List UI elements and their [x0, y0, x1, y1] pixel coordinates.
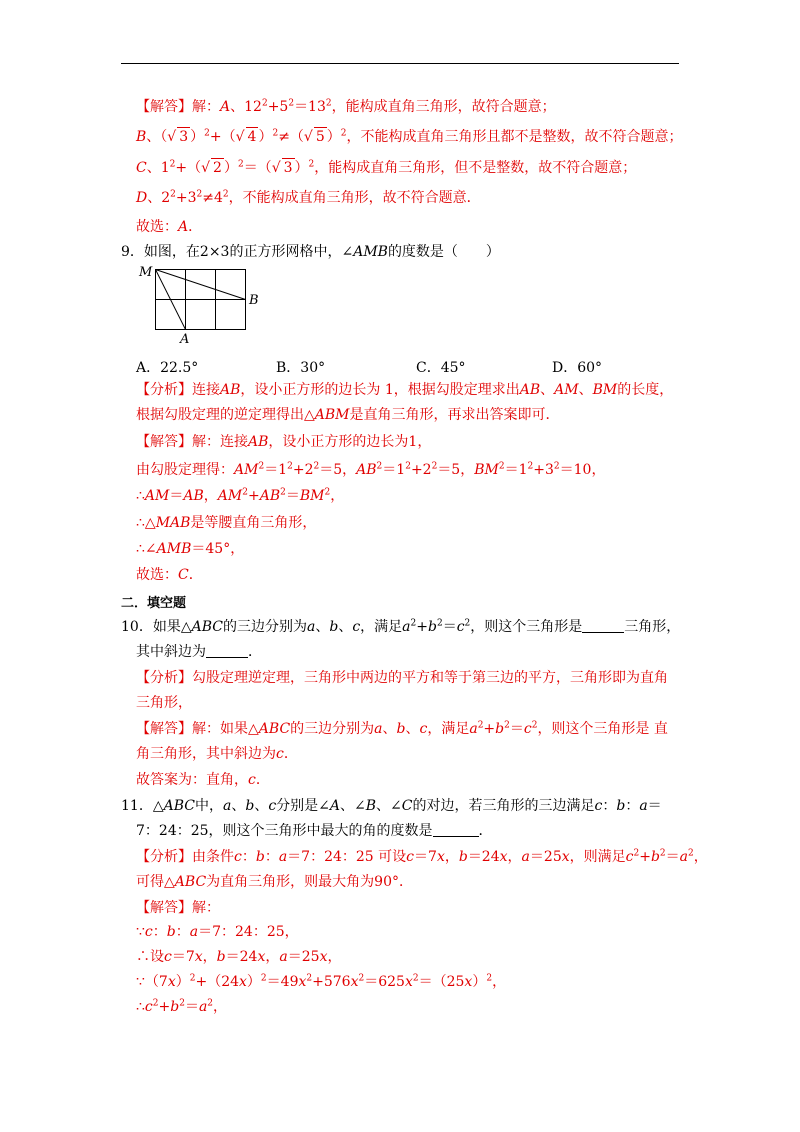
question-9: 9．如图，在2×3的正方形网格中，∠AMB的度数是（ ） — [121, 244, 500, 260]
solution-line: ∴∠AMB＝45°， — [136, 541, 245, 557]
solution-line: D、$2^2+3^2\ne 4^2$，不能构成直角三角形，故不符合题意． — [136, 189, 481, 206]
grid-figure — [136, 262, 266, 344]
label-a: A — [180, 332, 190, 344]
answer-blank[interactable] — [433, 822, 479, 837]
option-a: A．22.5° — [136, 360, 199, 376]
option-d: D．60° — [552, 360, 603, 376]
analysis-line: 【分析】连接AB，设小正方形的边长为 1，根据勾股定理求出AB、AM、BM的长度， — [136, 382, 674, 398]
answer-blank[interactable] — [582, 618, 624, 633]
solution-line: 【解答】解：如果△ABC的三边分别为a、b、c，满足$a^2+b^2=c^2$，则这个三角形是 直 — [136, 720, 668, 737]
option-c: C．45° — [416, 360, 466, 376]
analysis-line: 根据勾股定理的逆定理得出△ABM是直角三角形，再求出答案即可． — [136, 407, 560, 423]
question-10-cont: 其中斜边为 ． — [136, 644, 262, 660]
question-11-cont: 7：24：25，则这个三角形中最大的角的度数是 ． — [136, 823, 493, 839]
solution-line: 【解答】解：A、$12^2+5^2=13^2$，能构成直角三角形，故符合题意； — [136, 98, 556, 115]
label-m: M — [139, 265, 153, 280]
solution-line: 故答案为：直角，c． — [136, 772, 270, 788]
solution-line: 故选：C． — [136, 567, 203, 583]
solution-line: $\because(7x)^2+(24x)^2=49x^2+576x^2=625x^2=(25x)^2$， — [136, 973, 507, 990]
solution-line: ∴AM＝AB，$AM^2+AB^2=BM^2$， — [136, 487, 345, 504]
solution-line: 故选：A． — [136, 219, 203, 235]
question-11: 11．△ABC中，a、b、c分别是∠A、∠B、∠C的对边，若三角形的三边满足c：b：a＝ — [121, 798, 662, 814]
header-rule — [121, 63, 679, 64]
analysis-line: 三角形， — [136, 695, 192, 711]
label-b: B — [249, 293, 259, 308]
solution-line: 角三角形，其中斜边为c． — [136, 746, 298, 762]
option-b: B．30° — [276, 360, 326, 376]
section-title: 二．填空题 — [121, 596, 187, 611]
analysis-line: 【分析】由条件c：b：a＝7：24：25 可设c＝7x，b＝24x，a＝25x，则满足$c^2+b^2=a^2$， — [136, 848, 708, 865]
solution-line: 【解答】解：连接AB，设小正方形的边长为1， — [136, 434, 432, 450]
grid-lines — [156, 270, 246, 330]
solution-line: B、（√ 3 ）$^2$+（√ 4 ）$^2$≠（√ 5 ）$^2$，不能构成直角三角形且都不是整数，故不符合题意； — [136, 128, 683, 145]
solution-line: 【解答】解： — [136, 900, 220, 916]
solution-line: ∴设c＝7x，b＝24x，a＝25x， — [136, 949, 342, 965]
solution-line: $\therefore c^2+b^2=a^2$， — [136, 998, 228, 1015]
answer-blank[interactable] — [206, 643, 248, 658]
analysis-line: 【分析】勾股定理逆定理，三角形中两边的平方和等于第三边的平方，三角形即为直角 — [136, 670, 668, 686]
segment-mb — [156, 270, 246, 300]
solution-line: 由勾股定理得：$AM^2=1^2+2^2=5$，$AB^2=1^2+2^2=5$，$BM^2=1^2+3^2=10$， — [136, 461, 606, 478]
question-10: 10．如果△ABC的三边分别为a、b、c，满足$a^2+b^2=c^2$，则这个三角形是 三角形， — [121, 618, 681, 635]
solution-line: C、$1^2+(√$ 2 ）$^2$＝（√ 3 ）$^2$，能构成直角三角形，但不是整数，故不符合题意； — [136, 159, 637, 176]
analysis-line: 可得△ABC为直角三角形，则最大角为90°． — [136, 874, 413, 890]
solution-line: ∴△MAB是等腰直角三角形， — [136, 515, 317, 531]
solution-line: ∵c：b：a＝7：24：25， — [136, 924, 299, 940]
